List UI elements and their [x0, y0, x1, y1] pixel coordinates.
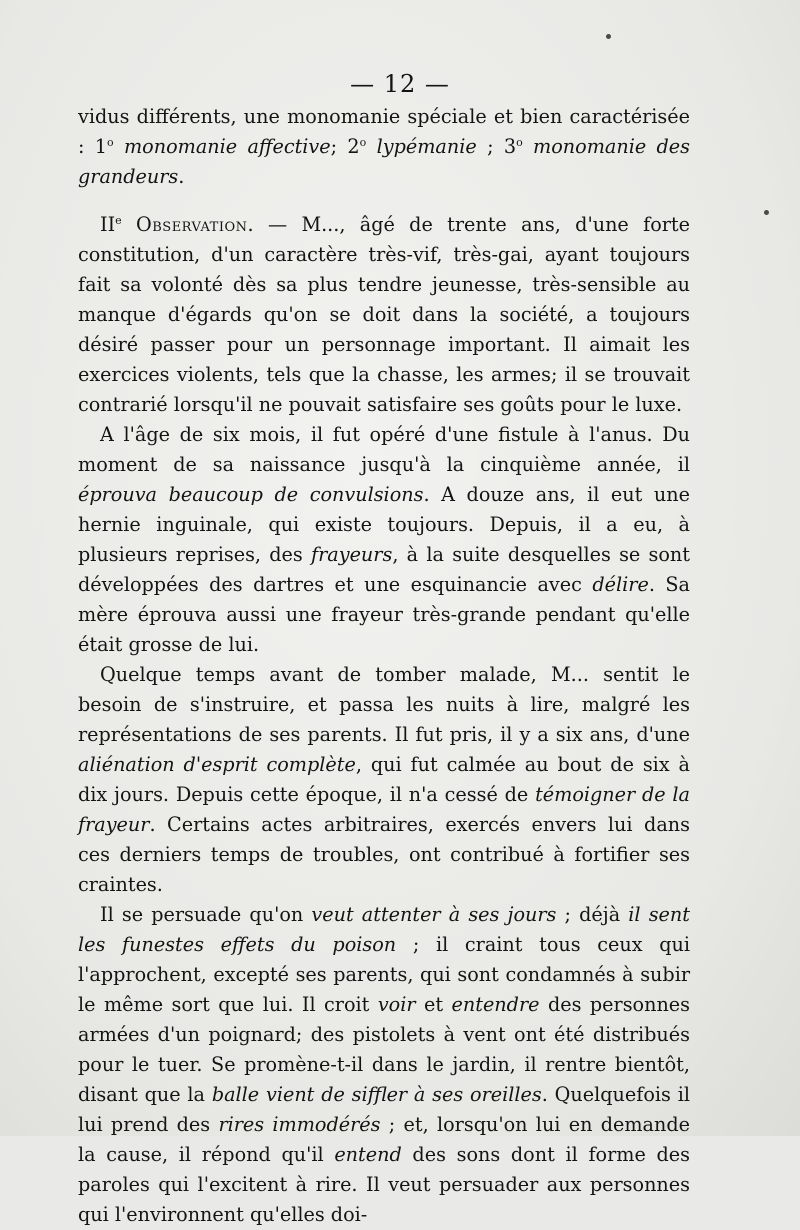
- superscript: e: [115, 214, 122, 227]
- text-run: vidus différents, une monomanie spéciale et bien caractérisée : 1: [78, 105, 690, 158]
- italic-phrase: monomanie affective: [123, 135, 331, 158]
- page-number: — 12 —: [350, 70, 450, 98]
- text-run: II: [100, 213, 116, 236]
- italic-phrase: lypémanie: [376, 135, 477, 158]
- italic-phrase: aliénation d'esprit complète: [78, 753, 356, 776]
- italic-phrase: entend: [334, 1143, 402, 1166]
- text-run: Quelque temps avant de tomber malade, M... sentit le besoin de s'instruire, et passa les nuits à lire, malgré les représentations de ses parents. Il fut pris, il y a six ans, d'une: [78, 663, 690, 746]
- paragraph-symptoms: [78, 900, 690, 1230]
- italic-phrase: rires immodérés: [218, 1113, 381, 1136]
- text-run: [114, 135, 124, 158]
- superscript: o: [359, 136, 367, 149]
- text-run: ; et, lorsqu'on lui en demande la cause, il répond qu'il: [78, 1113, 690, 1166]
- paragraph-onset: [78, 660, 690, 900]
- text-run: , à la suite desquelles se sont développées des dartres et une esquinancie avec: [78, 543, 690, 596]
- italic-phrase: il sent les funestes effets du poison: [78, 903, 690, 956]
- text-run: ; il craint tous ceux qui l'approchent, excepté ses parents, qui sont condamnés à subir le même sort que lui. Il croit: [78, 933, 690, 1016]
- body-text: [78, 102, 690, 1230]
- text-run: A l'âge de six mois, il fut opéré d'une fistule à l'anus. Du moment de sa naissance jusqu'à la cinquième année, il: [78, 423, 690, 476]
- text-run: . Sa mère éprouva aussi une frayeur très-grande pendant qu'elle était grosse de lui.: [78, 573, 690, 656]
- text-run: ; 3: [476, 135, 517, 158]
- italic-phrase: délire: [592, 573, 649, 596]
- italic-phrase: témoigner de la frayeur: [78, 783, 690, 836]
- text-run: [122, 213, 136, 236]
- text-run: Il se persuade qu'on: [100, 903, 312, 926]
- italic-phrase: monomanie des grandeurs: [78, 135, 691, 188]
- italic-phrase: balle vient de siffler à ses oreilles: [211, 1083, 542, 1106]
- text-run: .: [178, 165, 185, 188]
- text-run: des sons dont il forme des paroles qui l'excitent à rire. Il veut persuader aux personnes qui l'environnent qu'elles doi-: [78, 1143, 690, 1226]
- text-run: ; 2: [330, 135, 360, 158]
- text-run: . Quelquefois il lui prend des: [78, 1083, 690, 1136]
- ink-speck: [606, 34, 611, 39]
- text-run: . A douze ans, il eut une hernie inguinale, qui existe toujours. Depuis, il a eu, à plusieurs reprises, des: [78, 483, 690, 566]
- observation-label: Observation: [136, 213, 248, 236]
- ink-speck: [764, 210, 769, 215]
- paragraph-observation-heading: [78, 210, 690, 420]
- paragraph-history: [78, 420, 690, 660]
- italic-phrase: frayeurs: [311, 543, 393, 566]
- text-run: des personnes armées d'un poignard; des pistolets à vent ont été distribués pour le tuer. Se promène-t-il dans le jardin, il rentre bientôt, disant que la: [78, 993, 691, 1106]
- text-run: . — M..., âgé de trente ans, d'une forte constitution, d'un caractère très-vif, très-gai, ayant toujours fait sa volonté dès sa plus tendre jeunesse, très-sensible au manque d'égards qu'on se doit dans la société, a toujours désiré passer pour un personnage important. Il aimait les exercices violents, tels que la chasse, les armes; il se trouvait contrarié lorsqu'il ne pouvait satisfaire ses goûts pour le luxe.: [78, 213, 690, 416]
- text-run: [366, 135, 376, 158]
- text-run: [523, 135, 533, 158]
- superscript: o: [516, 136, 523, 149]
- paragraph-continuation: [78, 102, 690, 192]
- text-run: et: [415, 993, 452, 1016]
- superscript: o: [107, 136, 114, 149]
- text-run: , qui fut calmée au bout de six à dix jours. Depuis cette époque, il n'a cessé de: [78, 753, 690, 806]
- italic-phrase: voir: [377, 993, 416, 1016]
- italic-phrase: entendre: [451, 993, 540, 1016]
- text-run: ; déjà: [556, 903, 629, 926]
- italic-phrase: éprouva beaucoup de convulsions: [78, 483, 424, 506]
- text-run: . Certains actes arbitraires, exercés envers lui dans ces derniers temps de troubles, ont contribué à fortifier ses craintes.: [78, 813, 690, 896]
- italic-phrase: veut attenter à ses jours: [311, 903, 557, 926]
